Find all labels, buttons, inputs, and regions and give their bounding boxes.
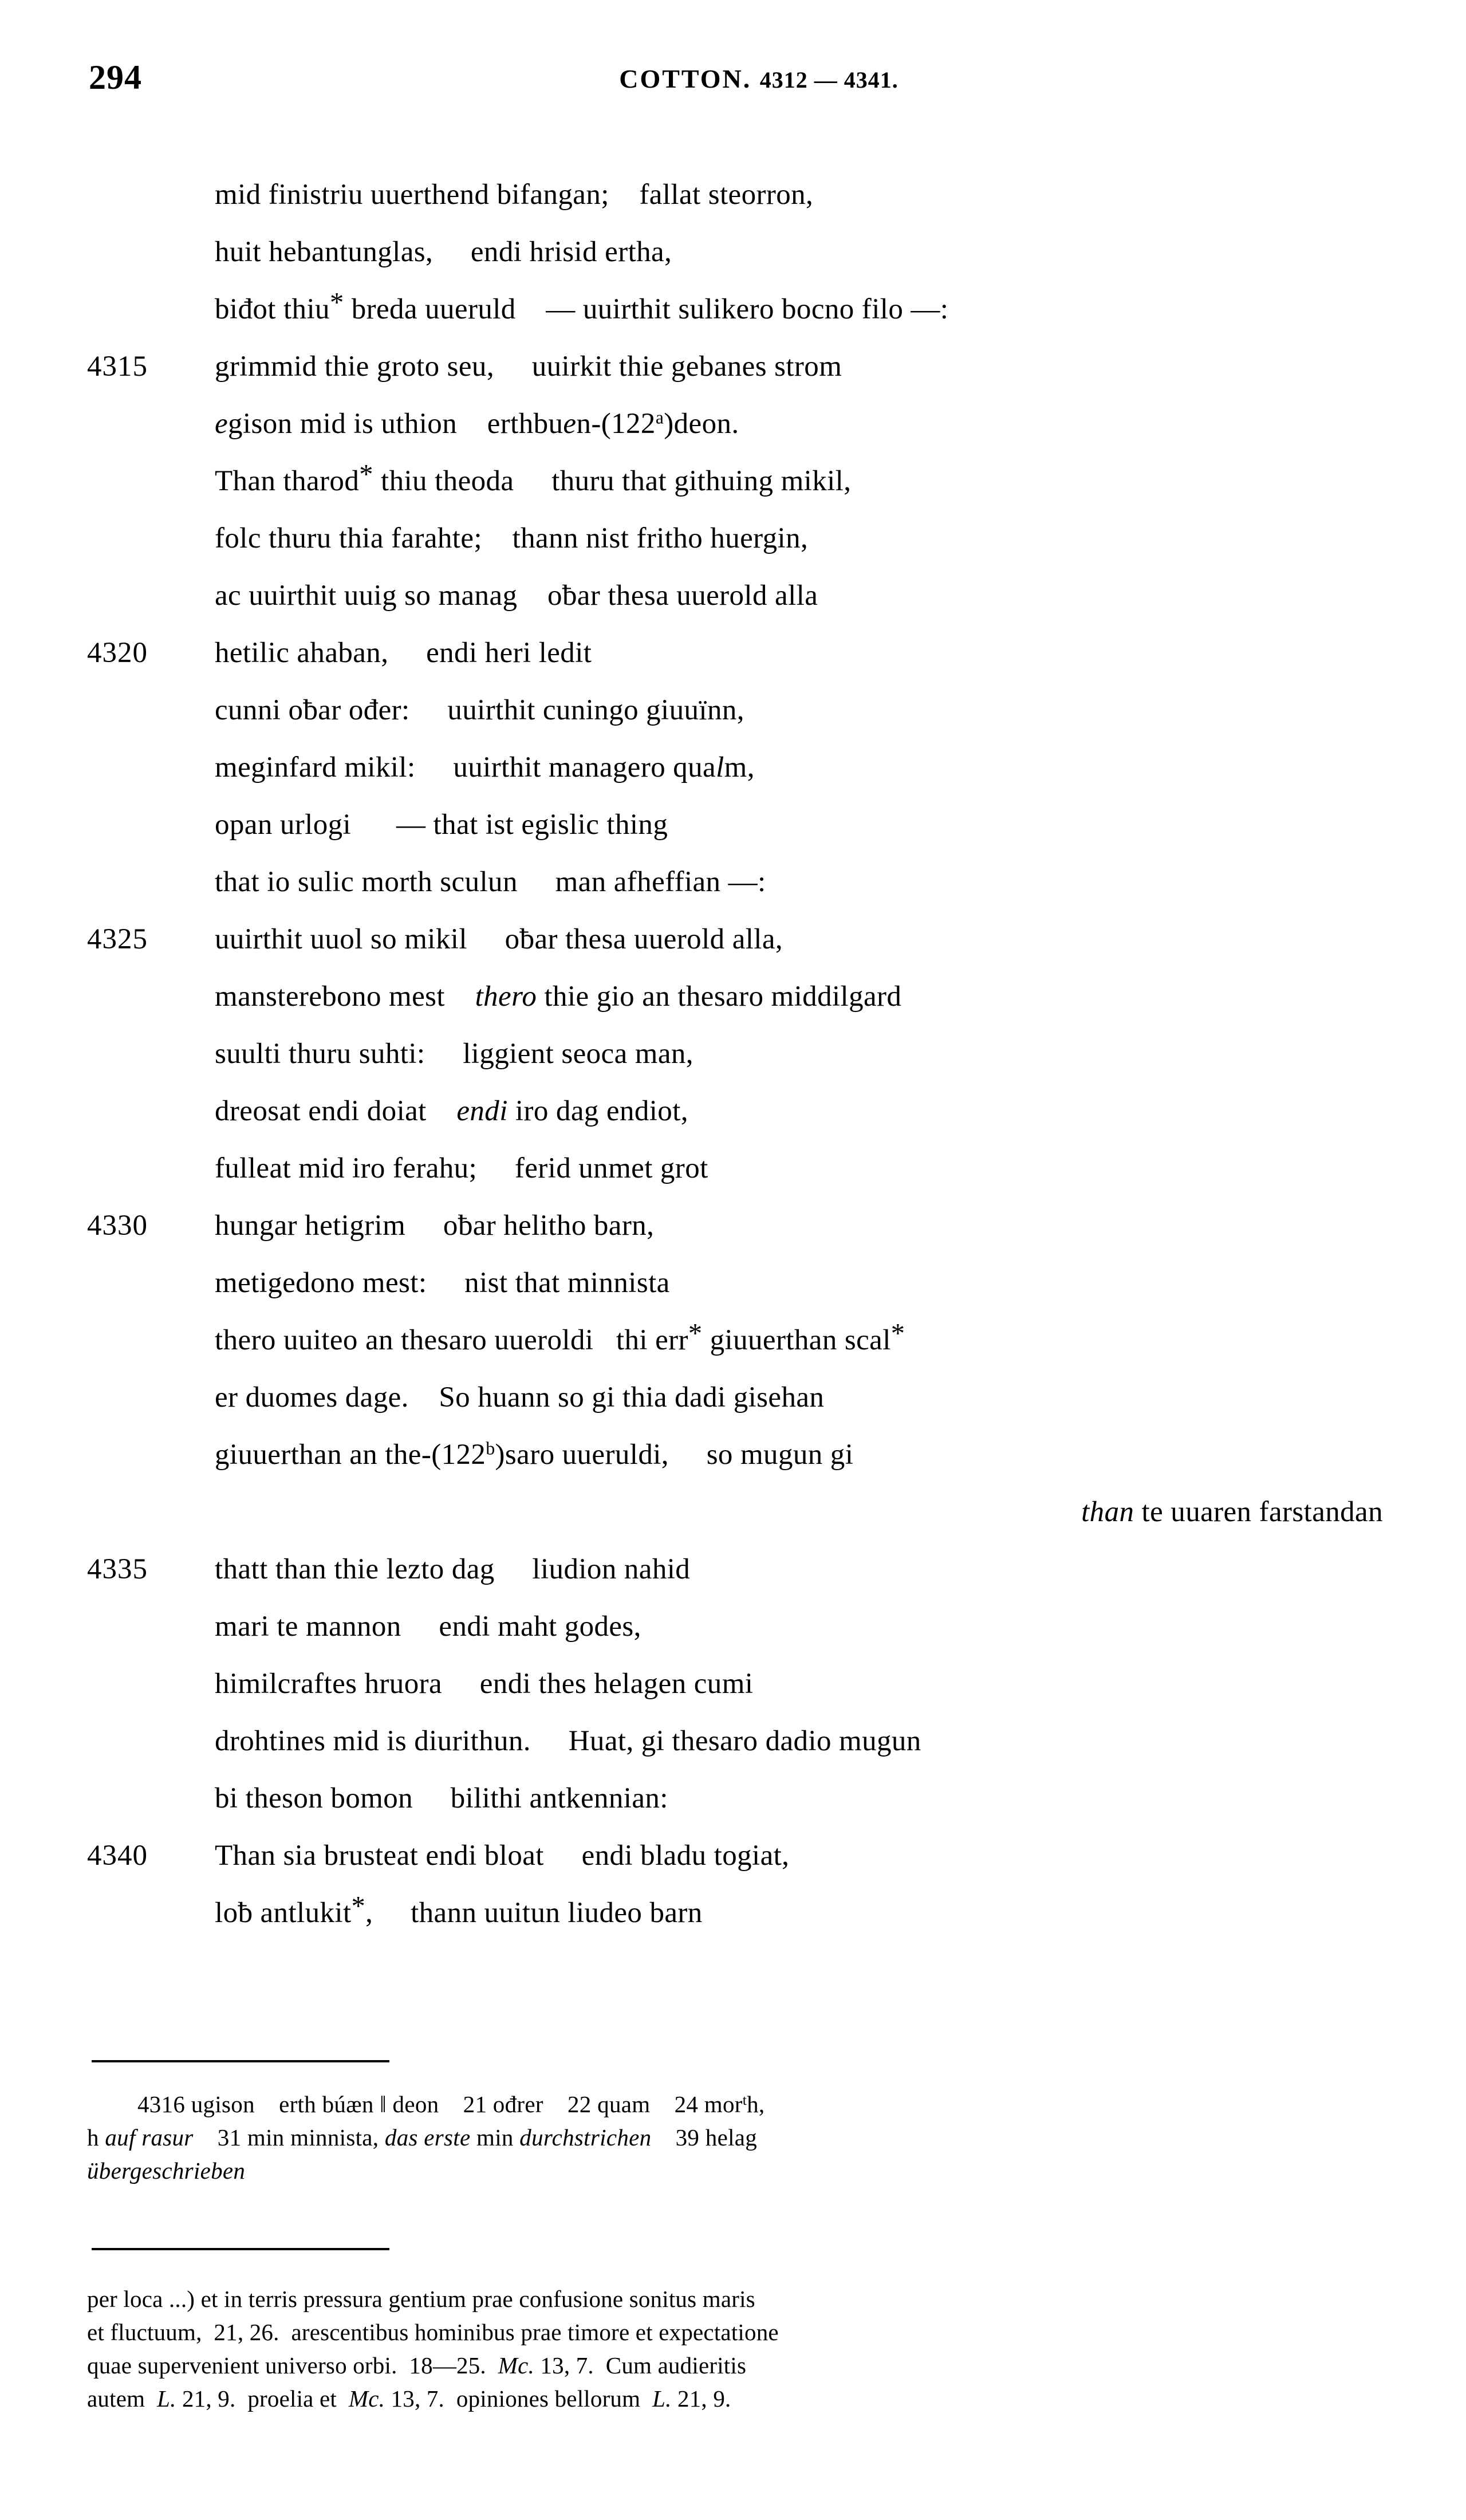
verse-line [0,166,1466,223]
verse-line [0,1369,1466,1426]
verse-line-text: Than tharod* thiu theoda thuru that githuing mikil, [215,459,852,497]
latin-note-divider-rule [92,2248,389,2250]
verse-line-number: 4320 [87,637,148,669]
verse-line [0,1483,1466,1541]
verse-line [0,1312,1466,1369]
latin-source-note [87,2282,1398,2415]
verse-line [0,1655,1466,1712]
verse-line-number: 4325 [87,923,148,955]
verse-line-number: 4330 [87,1210,148,1242]
verse-line-text: mid finistriu uuerthend bifangan; fallat steorron, [215,179,814,211]
verse-line-text: cunni oƀar ođer: uuirthit cuningo giuuïnn, [215,694,744,726]
verse-line-text: than te uuaren farstandan [1081,1496,1383,1528]
verse-line-text: meginfard mikil: uuirthit managero qualm, [215,751,755,783]
verse-line-text: biđot thiu* breda uueruld — uuirthit sulikero bocno filo —: [215,287,949,325]
verse-line [0,281,1466,338]
verse-line-text: folc thuru thia farahte; thann nist fritho huergin, [215,522,809,554]
verse-line [0,567,1466,624]
running-head-manuscript: COTTON. [619,64,752,93]
verse-line-text: that io sulic morth sculun man afheffian —: [215,866,766,898]
verse-line [0,1884,1466,1942]
latin-note-line: et fluctuum, 21, 26. arescentibus hominibus prae timore et expectatione [87,2319,779,2345]
verse-line-text: opan urlogi — that ist egislic thing [215,809,668,841]
verse-line-text: suulti thuru suhti: liggient seoca man, [215,1038,693,1070]
verse-line-text: thero uuiteo an thesaro uueroldi thi err* giuuerthan scal* [215,1318,905,1356]
verse-line [0,1025,1466,1082]
verse-line-text: mansterebono mest thero thie gio an thesaro middilgard [215,981,902,1013]
verse-line [0,682,1466,739]
verse-line-text: mari te mannon endi maht godes, [215,1611,641,1643]
verse-line [0,1197,1466,1254]
verse-line-text: giuuerthan an the-(122$^b$)saro uueruldi, so mugun gi [215,1438,854,1471]
apparatus-divider-rule [92,2060,389,2062]
verse-line [0,1827,1466,1884]
verse-line-text: hungar hetigrim oƀar helitho barn, [215,1210,655,1242]
verse-line-text: er duomes dage. So huann so gi thia dadi gisehan [215,1381,825,1413]
verse-line [0,739,1466,796]
verse-line-number: 4340 [87,1840,148,1872]
verse-line-text: drohtines mid is diurithun. Huat, gi thesaro dadio mugun [215,1725,921,1757]
apparatus-line: h auf rasur 31 min minnista, das erste min durchstrichen 39 helag [87,2124,758,2151]
verse-line-text: uuirthit uuol so mikil oƀar thesa uuerold alla, [215,923,783,955]
page-number: 294 [89,58,142,96]
verse-line [0,1770,1466,1827]
verse-body [0,166,1466,1942]
verse-line [0,510,1466,567]
verse-line [0,1082,1466,1140]
verse-line [0,796,1466,853]
verse-line [0,968,1466,1025]
verse-line-text: ac uuirthit uuig so manag oƀar thesa uuerold alla [215,580,818,612]
critical-apparatus [87,2088,1387,2187]
running-head [0,57,1466,97]
verse-line-text: loƀ antlukit*, thann uuitun liudeo barn [215,1891,703,1929]
apparatus-line: übergeschrieben [87,2157,246,2184]
verse-line [0,1598,1466,1655]
verse-line [0,395,1466,452]
verse-line-text: huit hebantunglas, endi hrisid ertha, [215,236,672,268]
verse-line-number: 4335 [87,1553,148,1585]
running-head-line-range: 4312 — 4341. [759,67,898,93]
verse-line [0,452,1466,510]
latin-note-line: quae supervenient universo orbi. 18—25. Mc. 13, 7. Cum audieritis [87,2352,747,2379]
verse-line [0,1426,1466,1483]
verse-line-text: himilcraftes hruora endi thes helagen cumi [215,1668,754,1700]
verse-line-text: bi theson bomon bilithi antkennian: [215,1782,668,1814]
verse-line-text: fulleat mid iro ferahu; ferid unmet grot [215,1152,708,1184]
verse-line [0,853,1466,911]
apparatus-line: 4316 ugison erth búæn ‖ deon 21 ođrer 22 quam 24 mor$^t$h, [137,2091,765,2117]
latin-note-line: autem L. 21, 9. proelia et Mc. 13, 7. opiniones bellorum L. 21, 9. [87,2385,731,2412]
verse-line-text: dreosat endi doiat endi iro dag endiot, [215,1095,688,1127]
verse-line-text: grimmid thie groto seu, uuirkit thie gebanes strom [215,351,842,383]
verse-line [0,1140,1466,1197]
verse-line-text: metigedono mest: nist that minnista [215,1267,670,1299]
running-head-title [0,61,1466,99]
verse-line [0,1712,1466,1770]
verse-line-text: thatt than thie lezto dag liudion nahid [215,1553,691,1585]
verse-line [0,1254,1466,1312]
verse-line-text: egison mid is uthion erthbuen-(122$^a$)deon. [215,407,739,440]
verse-line [0,1541,1466,1598]
verse-line-text: Than sia brusteat endi bloat endi bladu togiat, [215,1840,790,1872]
verse-line-text: hetilic ahaban, endi heri ledit [215,637,592,669]
verse-line [0,911,1466,968]
verse-line-number: 4315 [87,351,148,383]
verse-line [0,624,1466,682]
latin-note-line: per loca ...) et in terris pressura gentium prae confusione sonitus maris [87,2286,755,2312]
verse-line [0,223,1466,281]
verse-line [0,338,1466,395]
